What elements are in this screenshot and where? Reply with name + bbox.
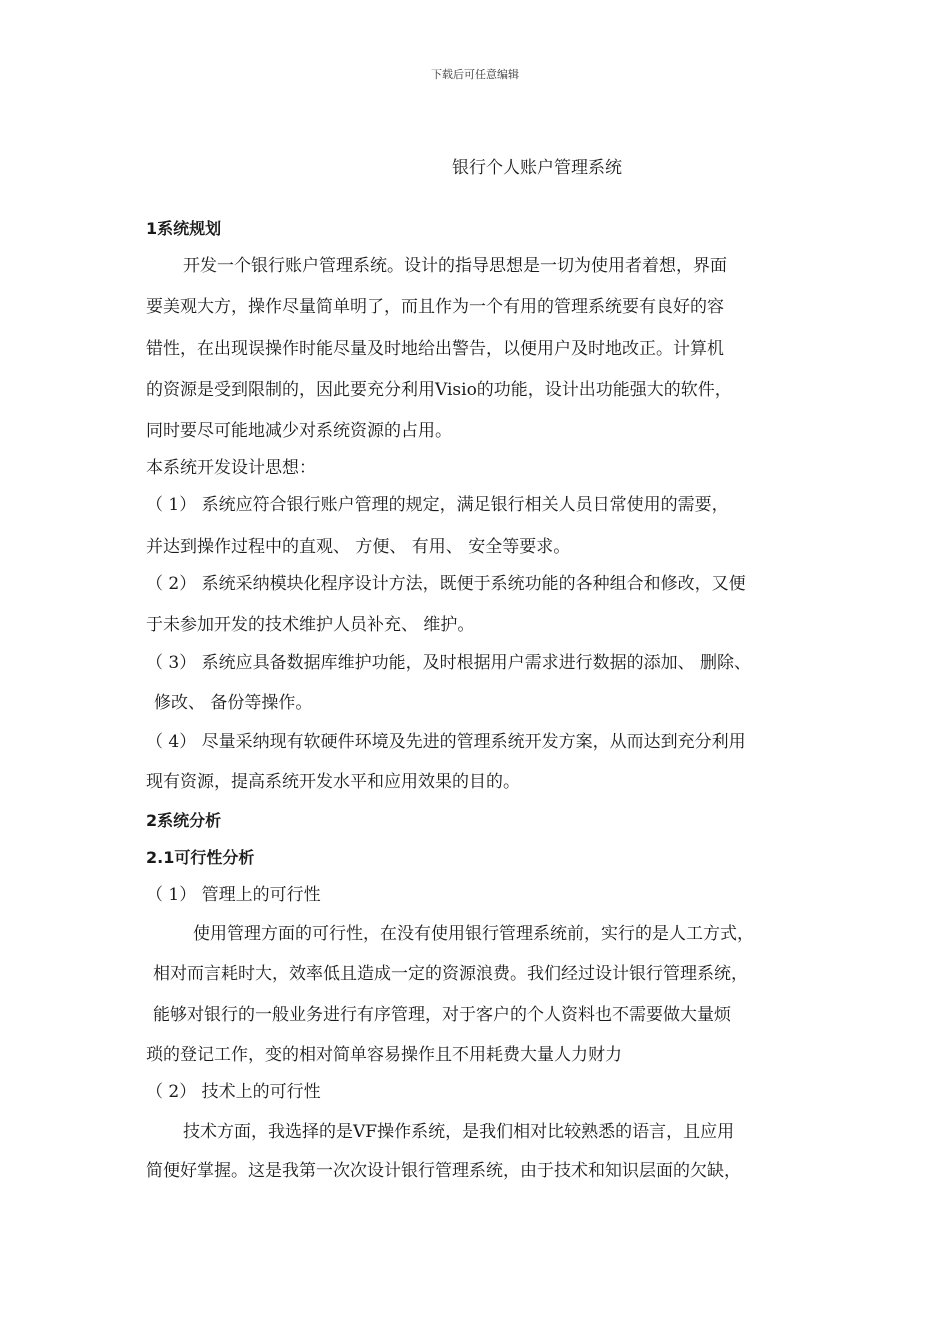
paragraph-line: 技术方面，我选择的是VF操作系统，是我们相对比较熟悉的语言，且应用 [183,1122,735,1142]
section-heading-2: 2系统分析 [146,811,222,830]
paragraph-line: 开发一个银行账户管理系统。设计的指导思想是一切为使用者着想，界面 [183,256,727,276]
list-item-line: 于未参加开发的技术维护人员补充、 维护。 [146,615,475,635]
list-item-line: 现有资源，提高系统开发水平和应用效果的目的。 [146,772,520,792]
paragraph-line: 要美观大方，操作尽量简单明了，而且作为一个有用的管理系统要有良好的容 [146,297,724,317]
paragraph-line: 使用管理方面的可行性，在没有使用银行管理系统前，实行的是人工方式， [193,924,754,944]
paragraph-line: 的资源是受到限制的，因此要充分利用Visio的功能，设计出功能强大的软件， [146,380,732,400]
list-item-line: （ 1） 管理上的可行性 [146,885,321,905]
list-item-line: （ 2） 技术上的可行性 [146,1082,321,1102]
list-item-line: 并达到操作过程中的直观、 方便、 有用、 安全等要求。 [146,537,571,557]
list-item-line: （ 2） 系统采纳模块化程序设计方法，既便于系统功能的各种组合和修改，又便 [146,574,746,594]
paragraph-line: 本系统开发设计思想： [146,458,316,478]
paragraph-line: 同时要尽可能地减少对系统资源的占用。 [146,421,452,441]
header-note: 下载后可任意编辑 [431,68,519,81]
paragraph-line: 简便好掌握。这是我第一次次设计银行管理系统，由于技术和知识层面的欠缺， [146,1161,741,1181]
section-heading-1: 1系统规划 [146,219,222,238]
paragraph-line: 相对而言耗时大，效率低且造成一定的资源浪费。我们经过设计银行管理系统， [153,964,748,984]
paragraph-line: 错性，在出现误操作时能尽量及时地给出警告，以便用户及时地改正。计算机 [146,339,724,359]
subsection-heading: 2.1可行性分析 [146,848,255,867]
document-title: 银行个人账户管理系统 [452,158,622,178]
list-item-line: （ 4） 尽量采纳现有软硬件环境及先进的管理系统开发方案，从而达到充分利用 [146,732,746,752]
list-item-line: （ 3） 系统应具备数据库维护功能，及时根据用户需求进行数据的添加、 删除、 [146,653,752,673]
list-item-line: （ 1） 系统应符合银行账户管理的规定，满足银行相关人员日常使用的需要， [146,495,729,515]
list-item-line: 修改、 备份等操作。 [154,693,313,713]
paragraph-line: 琐的登记工作，变的相对简单容易操作且不用耗费大量人力财力 [146,1045,622,1065]
paragraph-line: 能够对银行的一般业务进行有序管理，对于客户的个人资料也不需要做大量烦 [153,1005,731,1025]
